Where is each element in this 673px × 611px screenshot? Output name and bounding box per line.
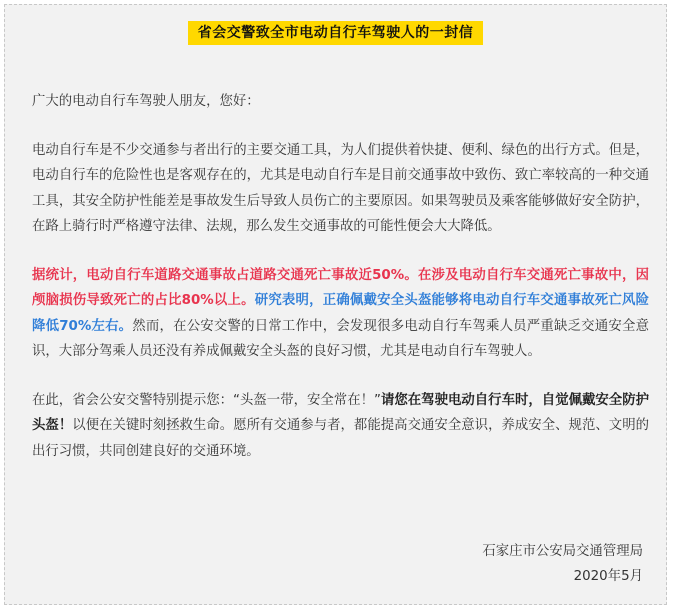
signature-date: 2020年5月 [573,569,643,584]
letter-title: 省会交警致全市电动自行车驾驶人的一封信 [188,21,484,45]
title-wrap [5,21,666,45]
research-blue-text: 研究表明，正确佩戴安全头盔能够将电动自行车交通事故死亡风险降低70%左右。 [32,293,649,334]
signature-org: 石家庄市公安局交通管理局 [482,544,643,559]
statistics-normal-text: 然而，在公安交警的日常工作中，会发现很多电动自行车驾乘人员严重缺乏交通安全意识，大部分驾乘人员还没有养成佩戴安全头盔的良好习惯，尤其是电动自行车驾驶人。 [32,318,649,359]
paragraph-reminder [32,388,649,465]
letter-body [32,89,649,487]
statistics-red-text: 据统计，电动自行车道路交通事故占道路交通死亡事故近50%。在涉及电动自行车交通死亡事故中，因颅脑损伤导致死亡的占比80%以上。 [32,267,649,308]
paragraph-intro: 电动自行车是不少交通参与者出行的主要交通工具，为人们提供着快捷、便利、绿色的出行方式。但是，电动自行车的危险性也是客观存在的，尤其是电动自行车是目前交通事故中致伤、致亡率较高的一种交通工具，其安全防护性能差是事故发生后导致人员伤亡的主要原因。如果驾驶员及乘客能够做好安全防护，在路上骑行时严格遵守法律、法规，那么发生交通事故的可能性便会大大降低。 [32,142,649,234]
greeting: 广大的电动自行车驾驶人朋友，您好： [32,94,260,109]
reminder-rest-text: 以便在关键时刻拯救生命。愿所有交通参与者，都能提高交通安全意识，养成安全、规范、文明的出行习惯，共同创建良好的交通环境。 [32,418,650,459]
paragraph-statistics [32,263,649,365]
reminder-bold-text: 请您在驾驶电动自行车时，自觉佩戴安全防护头盔！ [32,392,650,433]
letter-container [4,4,667,605]
reminder-intro-text: 在此，省会公安交警特别提示您：“头盔一带，安全常在！” [32,392,381,408]
